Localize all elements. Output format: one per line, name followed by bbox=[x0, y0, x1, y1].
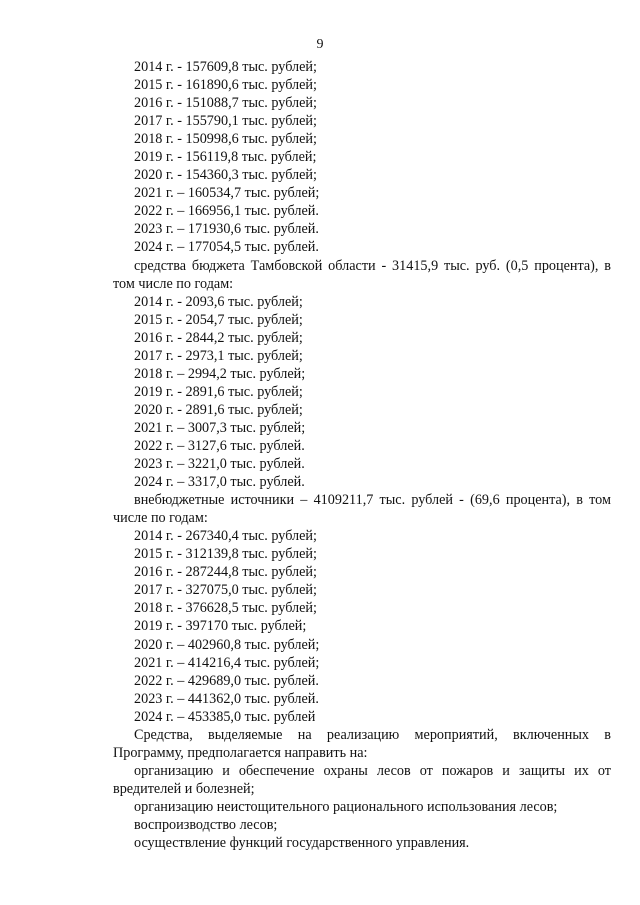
list-item: 2014 г. - 157609,8 тыс. рублей; bbox=[134, 59, 317, 75]
list-item: 2020 г. - 154360,3 тыс. рублей; bbox=[134, 167, 317, 184]
list-item: 2023 г. – 3221,0 тыс. рублей. bbox=[134, 456, 305, 473]
regional-budget-paragraph: средства бюджета Тамбовской области - 31415,9 тыс. руб. (0,5 процента), в том числе по годам: bbox=[113, 257, 611, 292]
directions-paragraph: Средства, выделяемые на реализацию мероприятий, включенных в Программу, предполагается направить на: bbox=[113, 726, 611, 761]
extrabudget-paragraph: внебюджетные источники – 4109211,7 тыс. рублей - (69,6 процента), в том числе по годам: bbox=[113, 492, 611, 527]
list-item: 2024 г. – 3317,0 тыс. рублей. bbox=[134, 474, 305, 491]
page-number: 9 bbox=[316, 37, 324, 52]
list-item: 2015 г. - 312139,8 тыс. рублей; bbox=[134, 546, 317, 563]
list-item: 2024 г. – 177054,5 тыс. рублей. bbox=[134, 239, 319, 256]
list-item: 2018 г. - 150998,6 тыс. рублей; bbox=[134, 131, 317, 148]
list-item: организацию неистощительного рационального использования лесов; bbox=[134, 798, 558, 815]
list-item: 2021 г. – 414216,4 тыс. рублей; bbox=[134, 654, 320, 671]
list-item: 2021 г. – 3007,3 тыс. рублей; bbox=[134, 419, 306, 436]
list-item: 2015 г. - 2054,7 тыс. рублей; bbox=[134, 311, 303, 328]
list-item: 2020 г. - 2891,6 тыс. рублей; bbox=[134, 401, 303, 418]
federal-funding-by-year bbox=[113, 58, 611, 257]
list-item: 2016 г. - 2844,2 тыс. рублей; bbox=[134, 329, 303, 346]
list-item: 2019 г. - 156119,8 тыс. рублей; bbox=[134, 149, 317, 166]
directions-list bbox=[113, 762, 611, 852]
regional-funding-by-year bbox=[113, 293, 611, 492]
document-body bbox=[113, 58, 611, 852]
list-item: 2021 г. – 160534,7 тыс. рублей; bbox=[134, 185, 320, 202]
extrabudget-funding-by-year bbox=[113, 527, 611, 726]
list-item: 2024 г. – 453385,0 тыс. рублей bbox=[134, 708, 316, 725]
list-item: 2016 г. - 151088,7 тыс. рублей; bbox=[134, 95, 317, 112]
list-item: осуществление функций государственного управления. bbox=[134, 835, 470, 852]
list-item: 2014 г. - 267340,4 тыс. рублей; bbox=[134, 528, 317, 545]
list-item: 2022 г. – 3127,6 тыс. рублей. bbox=[134, 437, 305, 454]
list-item: воспроизводство лесов; bbox=[134, 816, 278, 833]
list-item: 2022 г. – 166956,1 тыс. рублей. bbox=[134, 203, 319, 220]
list-item: 2019 г. - 2891,6 тыс. рублей; bbox=[134, 383, 303, 400]
list-item: 2017 г. - 155790,1 тыс. рублей; bbox=[134, 113, 317, 130]
list-item: 2019 г. - 397170 тыс. рублей; bbox=[134, 618, 307, 635]
list-item: 2018 г. - 376628,5 тыс. рублей; bbox=[134, 600, 317, 617]
list-item: 2022 г. – 429689,0 тыс. рублей. bbox=[134, 672, 319, 689]
list-item: 2017 г. - 2973,1 тыс. рублей; bbox=[134, 347, 303, 364]
list-item: 2023 г. – 441362,0 тыс. рублей. bbox=[134, 690, 319, 707]
list-item: 2016 г. - 287244,8 тыс. рублей; bbox=[134, 564, 317, 581]
list-item: 2017 г. - 327075,0 тыс. рублей; bbox=[134, 582, 317, 599]
list-item: организацию и обеспечение охраны лесов от пожаров и защиты их от вредителей и болезней; bbox=[113, 762, 611, 797]
list-item: 2014 г. - 2093,6 тыс. рублей; bbox=[134, 293, 303, 310]
list-item: 2018 г. – 2994,2 тыс. рублей; bbox=[134, 365, 306, 382]
list-item: 2015 г. - 161890,6 тыс. рублей; bbox=[134, 77, 317, 94]
list-item: 2020 г. – 402960,8 тыс. рублей; bbox=[134, 636, 320, 653]
list-item: 2023 г. – 171930,6 тыс. рублей. bbox=[134, 221, 319, 238]
